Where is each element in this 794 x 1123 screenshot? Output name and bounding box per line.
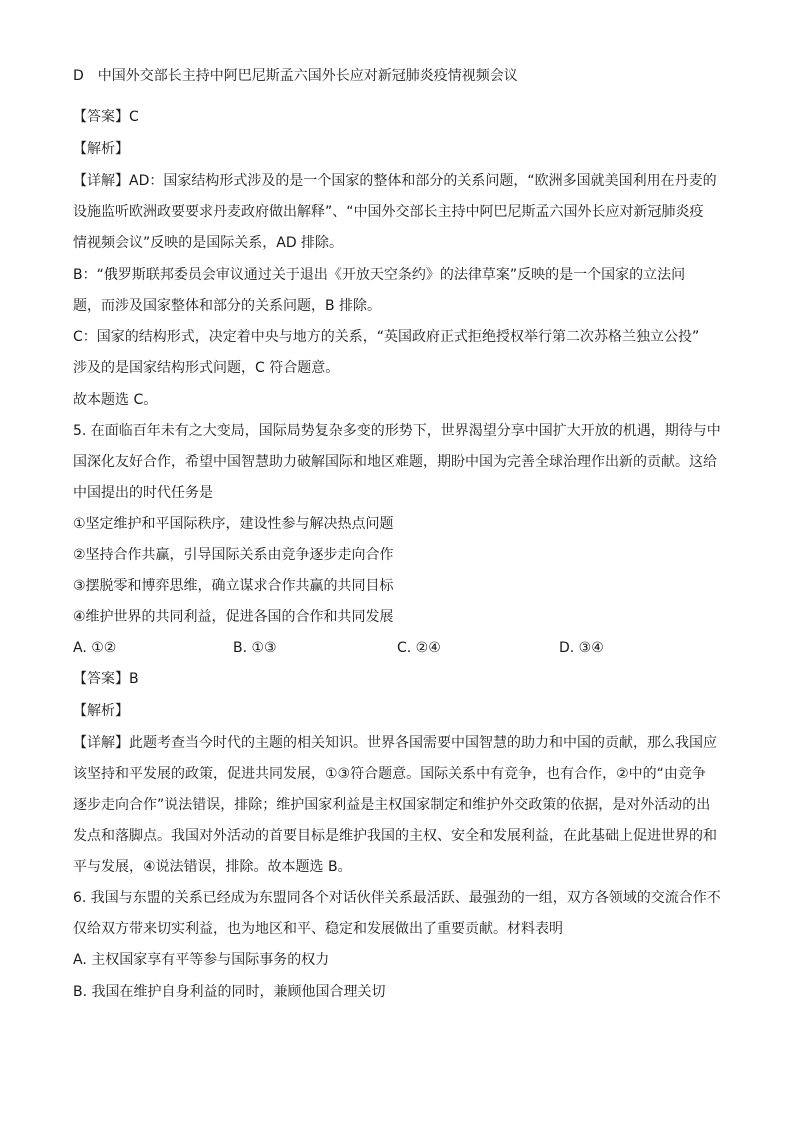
- explanation-line: 该坚持和平发展的政策，促进共同发展，①③符合题意。国际关系中有竞争，也有合作，②中的“由竞争: [73, 766, 706, 782]
- question-5-stem: 5. 在面临百年未有之大变局，国际局势复杂多变的形势下，世界渴望分享中国扩大开放的机遇，期待与中: [73, 423, 721, 439]
- conclusion-line: 故本题选 C。: [73, 392, 158, 408]
- question-6-stem: 仅给双方带来切实利益，也为地区和平、稳定和发展做出了重要贡献。材料表明: [73, 921, 563, 937]
- question-6-option-a: A. 主权国家享有平等参与国际事务的权力: [73, 952, 330, 968]
- explanation-line: 逐步走向合作”说法错误，排除；维护国家利益是主权国家制定和维护外交政策的依据，是对外活动的出: [73, 797, 711, 813]
- explanation-line: 平与发展，④说法错误，排除。故本题选 B。: [73, 859, 352, 875]
- option-a: A. ①②: [73, 640, 117, 656]
- explanation-line: 【详解】此题考查当今时代的主题的相关知识。世界各国需要中国智慧的助力和中国的贡献，那么我国应: [73, 735, 717, 751]
- question-4-option-d: D 中国外交部长主持中阿巴尼斯孟六国外长应对新冠肺炎疫情视频会议: [73, 68, 518, 84]
- explanation-line: 【详解】AD：国家结构形式涉及的是一个国家的整体和部分的关系问题，“欧洲多国就美国利用在丹麦的: [73, 173, 717, 189]
- option-c: C. ②④: [397, 640, 441, 656]
- option-d: D. ③④: [559, 640, 604, 656]
- explanation-line: B：“俄罗斯联邦委员会审议通过关于退出《开放天空条约》的法律草案”反映的是一个国家的立法问: [73, 267, 686, 283]
- explanation-line: 涉及的是国家结构形式问题，C 符合题意。: [73, 360, 340, 376]
- question-5-stem: 中国提出的时代任务是: [73, 485, 213, 501]
- explanation-line: 发点和落脚点。我国对外活动的首要目标是维护我国的主权、安全和发展利益，在此基础上促进世界的和: [73, 828, 717, 844]
- explanation-line: 设施监听欧洲政要要求丹麦政府做出解释”、“中国外交部长主持中阿巴尼斯孟六国外长应对新冠肺炎疫: [73, 204, 704, 220]
- answer-label: 【答案】B: [73, 671, 139, 687]
- statement-item: ④维护世界的共同利益，促进各国的合作和共同发展: [73, 609, 394, 625]
- statement-item: ③摆脱零和博弈思维，确立谋求合作共赢的共同目标: [73, 578, 394, 594]
- question-5-stem: 国深化友好合作，希望中国智慧助力破解国际和地区难题，期盼中国为完善全球治理作出新的贡献。这给: [73, 454, 717, 470]
- question-6-stem: 6. 我国与东盟的关系已经成为东盟同各个对话伙伴关系最活跃、最强劲的一组，双方各领域的交流合作不: [73, 890, 721, 906]
- option-b: B. ①③: [233, 640, 277, 656]
- question-6-option-b: B. 我国在维护自身利益的同时，兼顾他国合理关切: [73, 984, 386, 1000]
- explanation-line: 情视频会议”反映的是国际关系，AD 排除。: [73, 235, 344, 251]
- explanation-line: 题，而涉及国家整体和部分的关系问题，B 排除。: [73, 298, 382, 314]
- explanation-line: C：国家的结构形式，决定着中央与地方的关系，“英国政府正式拒绝授权举行第二次苏格兰独立公投”: [73, 329, 700, 345]
- statement-item: ②坚持合作共赢，引导国际关系由竞争逐步走向合作: [73, 547, 394, 563]
- analysis-label: 【解析】: [73, 141, 129, 157]
- analysis-label: 【解析】: [73, 703, 129, 719]
- answer-label: 【答案】C: [73, 109, 139, 125]
- statement-item: ①坚定维护和平国际秩序，建设性参与解决热点问题: [73, 516, 394, 532]
